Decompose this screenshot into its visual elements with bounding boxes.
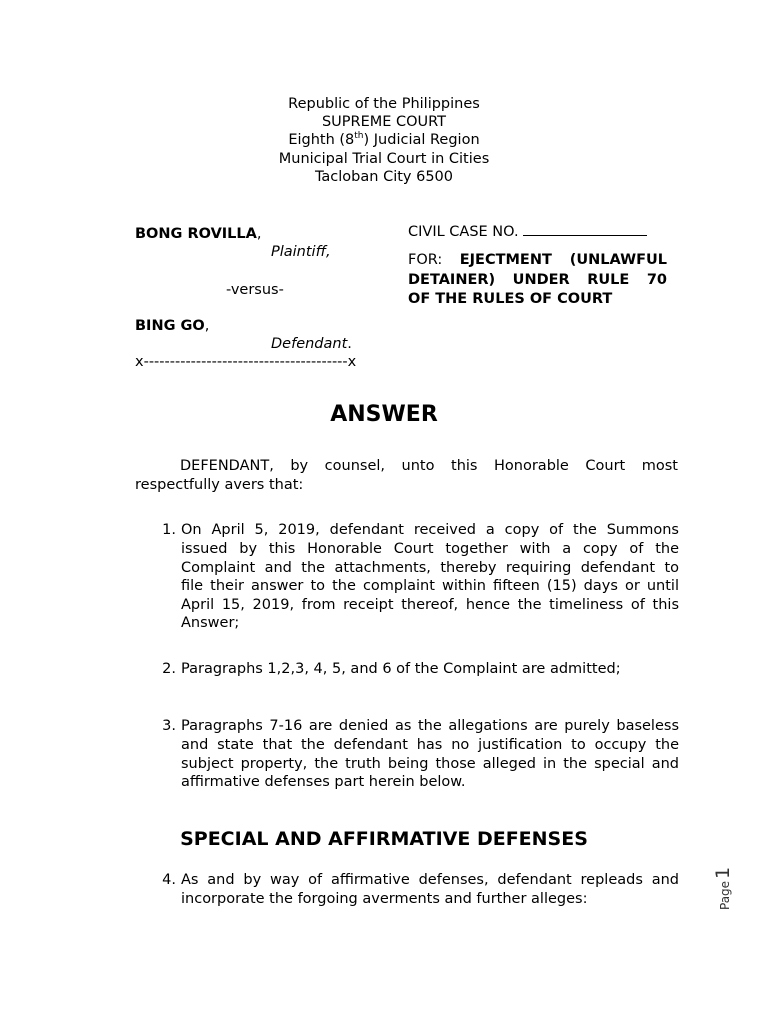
- defendant-comma: ,: [204, 318, 210, 334]
- item-1-line-3: Complaint and the attachments, thereby requiring defendant to: [181, 560, 679, 576]
- plaintiff-comma: ,: [256, 226, 262, 242]
- versus-label: -versus-: [226, 282, 284, 298]
- for-line-2: DETAINER) UNDER RULE 70: [408, 272, 667, 288]
- for-line-1: [408, 251, 667, 269]
- for-line-1-text: EJECTMENT (UNLAWFUL: [459, 252, 667, 268]
- defendant-period: .: [347, 336, 352, 352]
- item-3-line-1: Paragraphs 7-16 are denied as the allegations are purely baseless: [181, 718, 679, 734]
- court-header-republic: Republic of the Philippines: [288, 96, 480, 112]
- civil-case-line: [408, 223, 647, 241]
- item-4-line-2: incorporate the forgoing averments and further alleges:: [181, 891, 588, 907]
- item-1-number: 1.: [162, 522, 176, 538]
- item-1-line-2: issued by this Honorable Court together with a copy of the: [181, 541, 679, 557]
- court-header-supreme-court: SUPREME COURT: [321, 114, 447, 130]
- item-1-line-4: file their answer to the complaint within fifteen (15) days or until: [181, 578, 679, 594]
- defendant-role-line: [271, 335, 352, 353]
- item-2-number: 2.: [162, 661, 176, 677]
- for-label: FOR:: [408, 252, 443, 268]
- defendant-role: Defendant: [271, 336, 348, 352]
- defendant-name: BING GO: [135, 318, 205, 334]
- region-ordinal-suffix: th: [354, 131, 364, 142]
- region-prefix: Eighth (8: [288, 132, 355, 148]
- item-4-line-1: As and by way of affirmative defenses, defendant repleads and: [181, 872, 679, 888]
- page-number-marker: [712, 850, 732, 910]
- document-title: ANSWER: [330, 402, 438, 427]
- item-1-line-1: On April 5, 2019, defendant received a copy of the Summons: [181, 522, 679, 538]
- item-3-line-2: and state that the defendant has no justification to occupy the: [181, 737, 679, 753]
- intro-line-1: DEFENDANT, by counsel, unto this Honorable Court most: [180, 458, 678, 474]
- civil-case-label: CIVIL CASE NO.: [408, 224, 519, 240]
- court-header-city: Tacloban City 6500: [314, 169, 454, 185]
- caption-separator: x---------------------------------------x: [135, 354, 357, 370]
- intro-line-2: respectfully avers that:: [135, 477, 304, 493]
- region-suffix: ) Judicial Region: [363, 132, 480, 148]
- item-1-line-5: April 15, 2019, from receipt thereof, hence the timeliness of this: [181, 597, 679, 613]
- item-1-line-6: Answer;: [181, 615, 240, 631]
- item-3-number: 3.: [162, 718, 176, 734]
- for-line-3: OF THE RULES OF COURT: [408, 291, 613, 307]
- defendant-line: [135, 317, 209, 335]
- plaintiff-role: Plaintiff,: [271, 244, 331, 260]
- item-3-line-3: subject property, the truth being those alleged in the special and: [181, 756, 679, 772]
- civil-case-number-blank: [523, 223, 647, 236]
- plaintiff-line: [135, 225, 262, 243]
- item-4-number: 4.: [162, 872, 176, 888]
- page-word: Page: [718, 880, 732, 910]
- plaintiff-name: BONG ROVILLA: [135, 226, 257, 242]
- court-header-mtcc: Municipal Trial Court in Cities: [278, 151, 490, 167]
- page-number: 1: [712, 866, 734, 879]
- section-heading: SPECIAL AND AFFIRMATIVE DEFENSES: [180, 828, 588, 850]
- court-header-region: [0, 131, 768, 149]
- item-2-line-1: Paragraphs 1,2,3, 4, 5, and 6 of the Complaint are admitted;: [181, 661, 621, 677]
- item-3-line-4: affirmative defenses part herein below.: [181, 774, 466, 790]
